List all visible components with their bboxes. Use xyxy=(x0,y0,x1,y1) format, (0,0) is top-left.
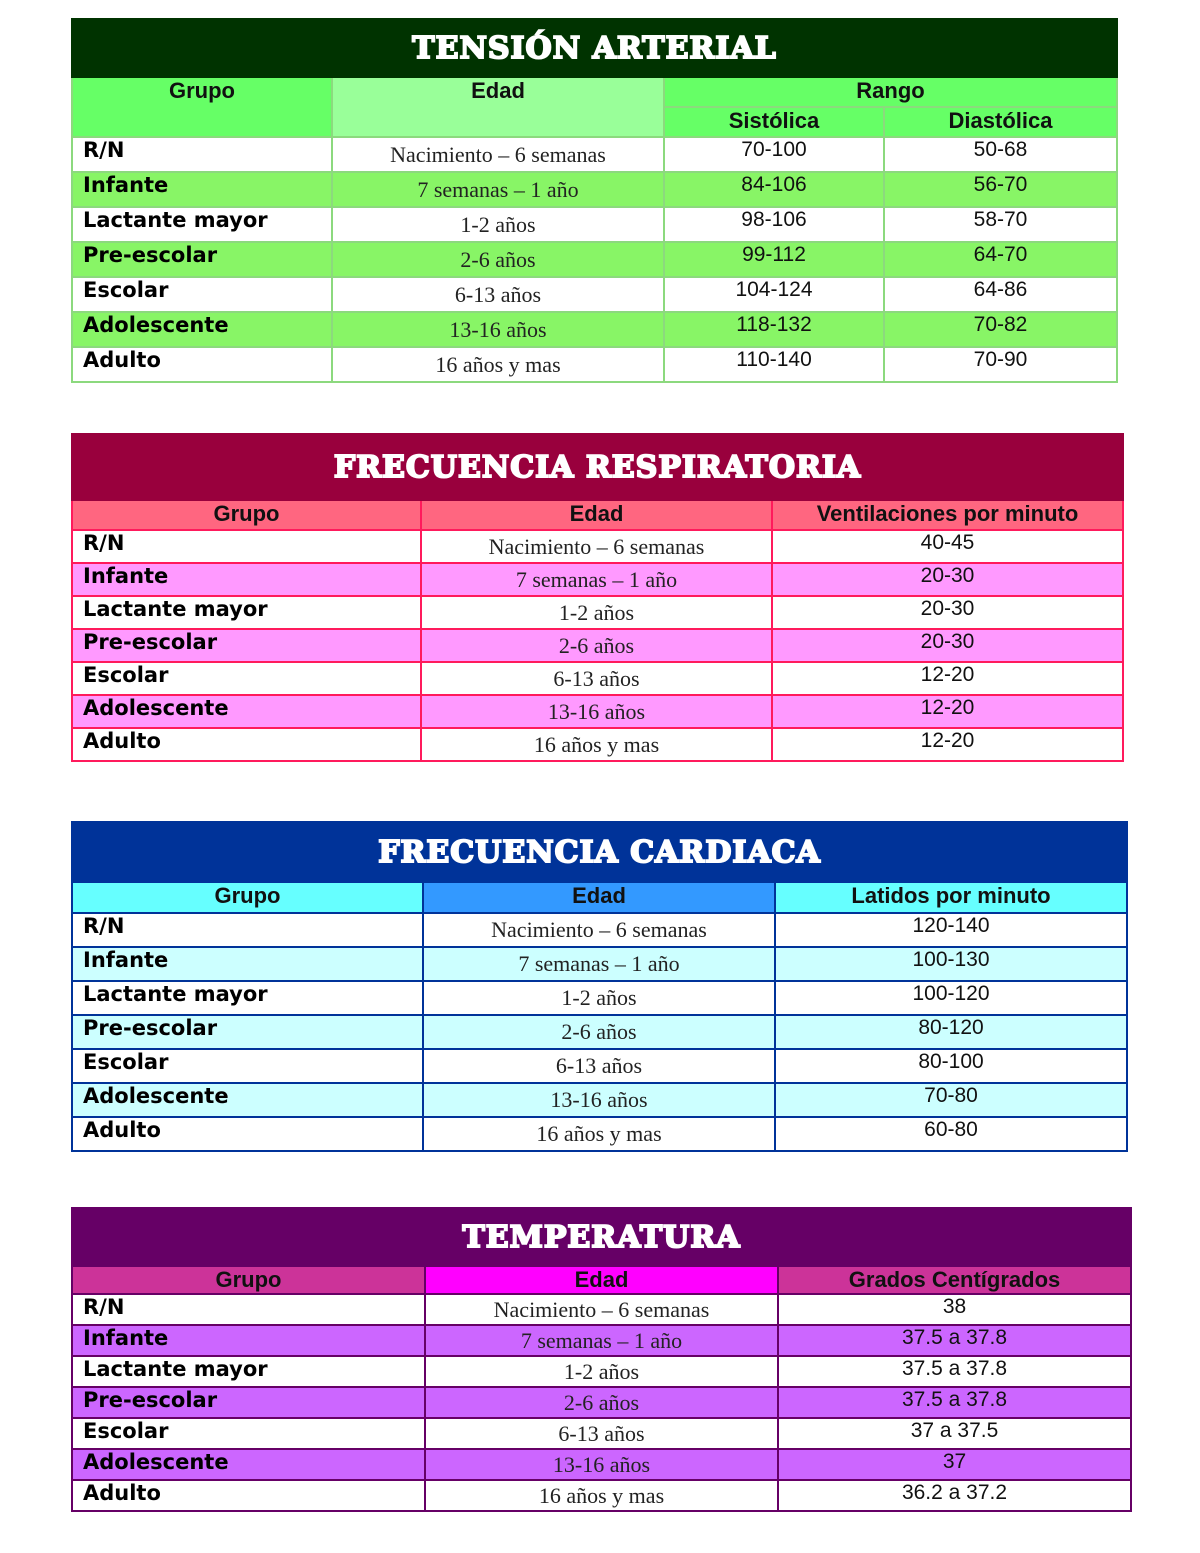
value-cell: 80-100 xyxy=(775,1049,1127,1083)
table-row xyxy=(72,913,1127,947)
group-cell: Escolar xyxy=(72,662,421,695)
tension-header-diastolic: Diastólica xyxy=(884,107,1117,137)
table-row xyxy=(72,1480,1131,1511)
group-cell: Lactante mayor xyxy=(72,596,421,629)
tension-header-systolic: Sistólica xyxy=(664,107,884,137)
value-cell: 12-20 xyxy=(772,662,1123,695)
group-cell: Adolescente xyxy=(72,312,332,347)
age-cell: 13-16 años xyxy=(421,695,772,728)
value-cell: 20-30 xyxy=(772,629,1123,662)
value-cell: 120-140 xyxy=(775,913,1127,947)
value-cell: 36.2 a 37.2 xyxy=(778,1480,1131,1511)
temperatura-header-age: Edad xyxy=(425,1266,778,1294)
respiratoria-header-value: Ventilaciones por minuto xyxy=(772,500,1123,530)
value-cell: 20-30 xyxy=(772,563,1123,596)
group-cell: Infante xyxy=(72,172,332,207)
diastolic-cell: 70-90 xyxy=(884,347,1117,382)
group-cell: Infante xyxy=(72,563,421,596)
systolic-cell: 84-106 xyxy=(664,172,884,207)
tension-title: TENSIÓN ARTERIAL xyxy=(72,19,1117,77)
diastolic-cell: 50-68 xyxy=(884,137,1117,172)
group-cell: Escolar xyxy=(72,1418,425,1449)
value-cell: 38 xyxy=(778,1294,1131,1325)
value-cell: 20-30 xyxy=(772,596,1123,629)
table-row xyxy=(72,312,1117,347)
age-cell: 7 semanas – 1 año xyxy=(425,1325,778,1356)
table-row xyxy=(72,596,1123,629)
diastolic-cell: 64-70 xyxy=(884,242,1117,277)
respiratoria-header-age: Edad xyxy=(421,500,772,530)
group-cell: Pre-escolar xyxy=(72,629,421,662)
age-cell: 13-16 años xyxy=(332,312,664,347)
table-row xyxy=(72,1117,1127,1151)
group-cell: Adulto xyxy=(72,347,332,382)
temperatura-header-group: Grupo xyxy=(72,1266,425,1294)
value-cell: 40-45 xyxy=(772,530,1123,563)
systolic-cell: 110-140 xyxy=(664,347,884,382)
tension-header-group: Grupo xyxy=(72,77,332,137)
age-cell: 16 años y mas xyxy=(332,347,664,382)
group-cell: Adolescente xyxy=(72,695,421,728)
frecuencia-respiratoria-table xyxy=(71,433,1124,762)
age-cell: 6-13 años xyxy=(421,662,772,695)
table-row xyxy=(72,947,1127,981)
group-cell: Pre-escolar xyxy=(72,1387,425,1418)
group-cell: R/N xyxy=(72,1294,425,1325)
age-cell: 16 años y mas xyxy=(421,728,772,761)
tension-header-age: Edad xyxy=(332,77,664,137)
group-cell: Adolescente xyxy=(72,1449,425,1480)
group-cell: R/N xyxy=(72,530,421,563)
age-cell: 16 años y mas xyxy=(423,1117,775,1151)
value-cell: 12-20 xyxy=(772,695,1123,728)
systolic-cell: 104-124 xyxy=(664,277,884,312)
frecuencia-cardiaca-table xyxy=(71,821,1128,1152)
age-cell: 13-16 años xyxy=(423,1083,775,1117)
age-cell: 1-2 años xyxy=(425,1356,778,1387)
group-cell: Infante xyxy=(72,947,423,981)
cardiaca-header-age: Edad xyxy=(423,882,775,913)
group-cell: Infante xyxy=(72,1325,425,1356)
value-cell: 70-80 xyxy=(775,1083,1127,1117)
age-cell: Nacimiento – 6 semanas xyxy=(423,913,775,947)
systolic-cell: 98-106 xyxy=(664,207,884,242)
temperatura-header-value: Grados Centígrados xyxy=(778,1266,1131,1294)
diastolic-cell: 58-70 xyxy=(884,207,1117,242)
table-row xyxy=(72,1418,1131,1449)
diastolic-cell: 64-86 xyxy=(884,277,1117,312)
group-cell: R/N xyxy=(72,137,332,172)
age-cell: 1-2 años xyxy=(421,596,772,629)
age-cell: 7 semanas – 1 año xyxy=(421,563,772,596)
respiratoria-title: FRECUENCIA RESPIRATORIA xyxy=(72,434,1123,500)
table-row xyxy=(72,242,1117,277)
table-row xyxy=(72,563,1123,596)
systolic-cell: 99-112 xyxy=(664,242,884,277)
diastolic-cell: 56-70 xyxy=(884,172,1117,207)
table-row xyxy=(72,629,1123,662)
tension-arterial-table xyxy=(71,18,1118,383)
group-cell: Lactante mayor xyxy=(72,207,332,242)
value-cell: 60-80 xyxy=(775,1117,1127,1151)
table-row xyxy=(72,1083,1127,1117)
table-row xyxy=(72,530,1123,563)
value-cell: 100-120 xyxy=(775,981,1127,1015)
table-row xyxy=(72,981,1127,1015)
group-cell: Escolar xyxy=(72,1049,423,1083)
group-cell: Escolar xyxy=(72,277,332,312)
diastolic-cell: 70-82 xyxy=(884,312,1117,347)
age-cell: 2-6 años xyxy=(332,242,664,277)
age-cell: 2-6 años xyxy=(421,629,772,662)
age-cell: 16 años y mas xyxy=(425,1480,778,1511)
age-cell: 7 semanas – 1 año xyxy=(423,947,775,981)
cardiaca-header-group: Grupo xyxy=(72,882,423,913)
age-cell: 6-13 años xyxy=(423,1049,775,1083)
age-cell: 2-6 años xyxy=(425,1387,778,1418)
group-cell: Pre-escolar xyxy=(72,242,332,277)
table-row xyxy=(72,277,1117,312)
value-cell: 80-120 xyxy=(775,1015,1127,1049)
age-cell: 6-13 años xyxy=(332,277,664,312)
table-row xyxy=(72,1387,1131,1418)
table-row xyxy=(72,695,1123,728)
systolic-cell: 118-132 xyxy=(664,312,884,347)
value-cell: 37.5 a 37.8 xyxy=(778,1325,1131,1356)
age-cell: 7 semanas – 1 año xyxy=(332,172,664,207)
group-cell: Lactante mayor xyxy=(72,981,423,1015)
table-row xyxy=(72,1049,1127,1083)
age-cell: 1-2 años xyxy=(332,207,664,242)
table-row xyxy=(72,347,1117,382)
value-cell: 37.5 a 37.8 xyxy=(778,1387,1131,1418)
age-cell: 2-6 años xyxy=(423,1015,775,1049)
tension-header-range: Rango xyxy=(664,77,1117,107)
value-cell: 37 xyxy=(778,1449,1131,1480)
value-cell: 100-130 xyxy=(775,947,1127,981)
age-cell: 1-2 años xyxy=(423,981,775,1015)
group-cell: Adulto xyxy=(72,1117,423,1151)
age-cell: 13-16 años xyxy=(425,1449,778,1480)
table-row xyxy=(72,728,1123,761)
group-cell: Adulto xyxy=(72,1480,425,1511)
cardiaca-header-value: Latidos por minuto xyxy=(775,882,1127,913)
group-cell: Lactante mayor xyxy=(72,1356,425,1387)
group-cell: Adolescente xyxy=(72,1083,423,1117)
table-row xyxy=(72,1325,1131,1356)
value-cell: 12-20 xyxy=(772,728,1123,761)
table-row xyxy=(72,1294,1131,1325)
table-row xyxy=(72,1356,1131,1387)
table-row xyxy=(72,662,1123,695)
value-cell: 37 a 37.5 xyxy=(778,1418,1131,1449)
systolic-cell: 70-100 xyxy=(664,137,884,172)
table-row xyxy=(72,1449,1131,1480)
table-row xyxy=(72,1015,1127,1049)
group-cell: Adulto xyxy=(72,728,421,761)
value-cell: 37.5 a 37.8 xyxy=(778,1356,1131,1387)
table-row xyxy=(72,207,1117,242)
temperatura-table xyxy=(71,1207,1132,1512)
group-cell: R/N xyxy=(72,913,423,947)
age-cell: Nacimiento – 6 semanas xyxy=(425,1294,778,1325)
age-cell: 6-13 años xyxy=(425,1418,778,1449)
temperatura-title: TEMPERATURA xyxy=(72,1208,1131,1266)
cardiaca-title: FRECUENCIA CARDIACA xyxy=(72,822,1127,882)
table-row xyxy=(72,172,1117,207)
group-cell: Pre-escolar xyxy=(72,1015,423,1049)
age-cell: Nacimiento – 6 semanas xyxy=(332,137,664,172)
age-cell: Nacimiento – 6 semanas xyxy=(421,530,772,563)
respiratoria-header-group: Grupo xyxy=(72,500,421,530)
table-row xyxy=(72,137,1117,172)
